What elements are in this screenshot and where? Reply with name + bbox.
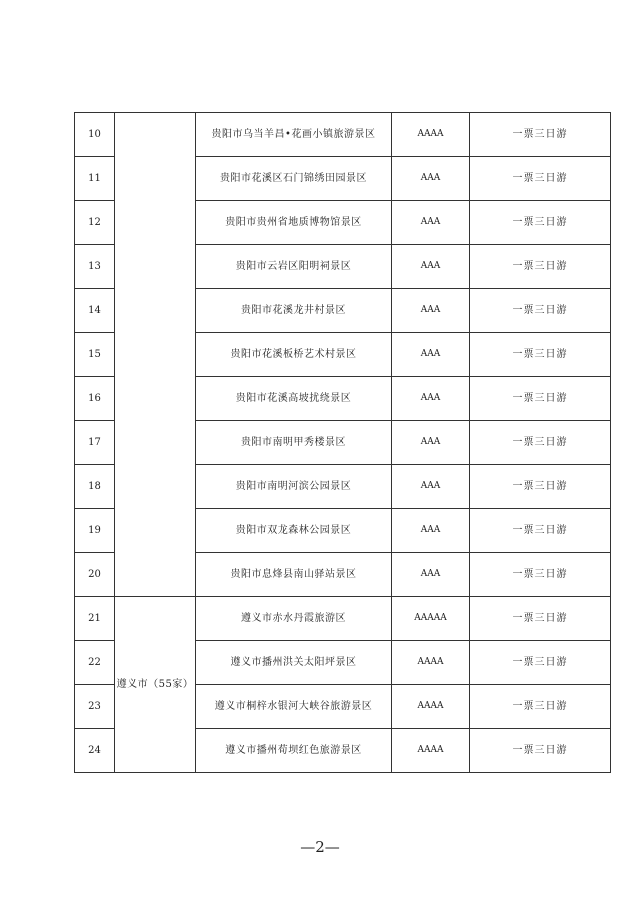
row-number: 10 <box>75 113 115 157</box>
scenic-spot-grade: AAAA <box>392 685 470 729</box>
ticket-type: 一票三日游 <box>470 421 611 465</box>
ticket-type: 一票三日游 <box>470 377 611 421</box>
scenic-spot-grade: AAA <box>392 377 470 421</box>
ticket-type: 一票三日游 <box>470 509 611 553</box>
scenic-spot-name: 贵阳市花溪区石门锦绣田园景区 <box>196 157 392 201</box>
row-number: 14 <box>75 289 115 333</box>
ticket-type: 一票三日游 <box>470 333 611 377</box>
ticket-type: 一票三日游 <box>470 289 611 333</box>
scenic-spot-name: 贵阳市云岩区阳明祠景区 <box>196 245 392 289</box>
scenic-spot-name: 贵阳市南明甲秀楼景区 <box>196 421 392 465</box>
ticket-type: 一票三日游 <box>470 729 611 773</box>
scenic-spot-grade: AAA <box>392 201 470 245</box>
row-number: 19 <box>75 509 115 553</box>
scenic-spot-name: 贵阳市双龙森林公园景区 <box>196 509 392 553</box>
scenic-spot-grade: AAA <box>392 289 470 333</box>
scenic-spot-grade: AAA <box>392 333 470 377</box>
table-row <box>75 597 611 641</box>
table-row <box>75 113 611 157</box>
scenic-spot-grade: AAAA <box>392 729 470 773</box>
ticket-type: 一票三日游 <box>470 553 611 597</box>
ticket-type: 一票三日游 <box>470 113 611 157</box>
scenic-spot-name: 贵阳市贵州省地质博物馆景区 <box>196 201 392 245</box>
region-cell-zunyi: 遵义市（55家） <box>115 597 196 773</box>
scenic-spot-name: 贵阳市花溪龙井村景区 <box>196 289 392 333</box>
row-number: 17 <box>75 421 115 465</box>
scenic-spot-grade: AAA <box>392 465 470 509</box>
row-number: 11 <box>75 157 115 201</box>
scenic-spot-name: 遵义市播州荀坝红色旅游景区 <box>196 729 392 773</box>
row-number: 21 <box>75 597 115 641</box>
scenic-spot-name: 贵阳市乌当羊昌•花画小镇旅游景区 <box>196 113 392 157</box>
ticket-type: 一票三日游 <box>470 641 611 685</box>
scenic-spot-grade: AAA <box>392 157 470 201</box>
row-number: 22 <box>75 641 115 685</box>
row-number: 16 <box>75 377 115 421</box>
row-number: 13 <box>75 245 115 289</box>
scenic-spot-grade: AAA <box>392 553 470 597</box>
scenic-spot-name: 遵义市播州洪关太阳坪景区 <box>196 641 392 685</box>
scenic-spot-name: 贵阳市花溪板桥艺术村景区 <box>196 333 392 377</box>
row-number: 18 <box>75 465 115 509</box>
scenic-spot-name: 遵义市桐梓水银河大峡谷旅游景区 <box>196 685 392 729</box>
scenic-spot-table <box>74 112 611 773</box>
row-number: 12 <box>75 201 115 245</box>
scenic-spot-grade: AAA <box>392 509 470 553</box>
row-number: 20 <box>75 553 115 597</box>
row-number: 23 <box>75 685 115 729</box>
scenic-spot-grade: AAAAA <box>392 597 470 641</box>
scenic-spot-grade: AAAA <box>392 641 470 685</box>
ticket-type: 一票三日游 <box>470 465 611 509</box>
scenic-spot-grade: AAA <box>392 245 470 289</box>
ticket-type: 一票三日游 <box>470 201 611 245</box>
row-number: 24 <box>75 729 115 773</box>
ticket-type: 一票三日游 <box>470 245 611 289</box>
page-number: —2— <box>300 838 340 856</box>
scenic-spot-grade: AAAA <box>392 113 470 157</box>
ticket-type: 一票三日游 <box>470 597 611 641</box>
ticket-type: 一票三日游 <box>470 157 611 201</box>
row-number: 15 <box>75 333 115 377</box>
scenic-spot-grade: AAA <box>392 421 470 465</box>
scenic-spot-name: 贵阳市息烽县南山驿站景区 <box>196 553 392 597</box>
ticket-type: 一票三日游 <box>470 685 611 729</box>
region-cell <box>115 113 196 597</box>
scenic-spot-name: 贵阳市花溪高坡扰绕景区 <box>196 377 392 421</box>
scenic-spot-name: 贵阳市南明河滨公园景区 <box>196 465 392 509</box>
scenic-spot-name: 遵义市赤水丹霞旅游区 <box>196 597 392 641</box>
